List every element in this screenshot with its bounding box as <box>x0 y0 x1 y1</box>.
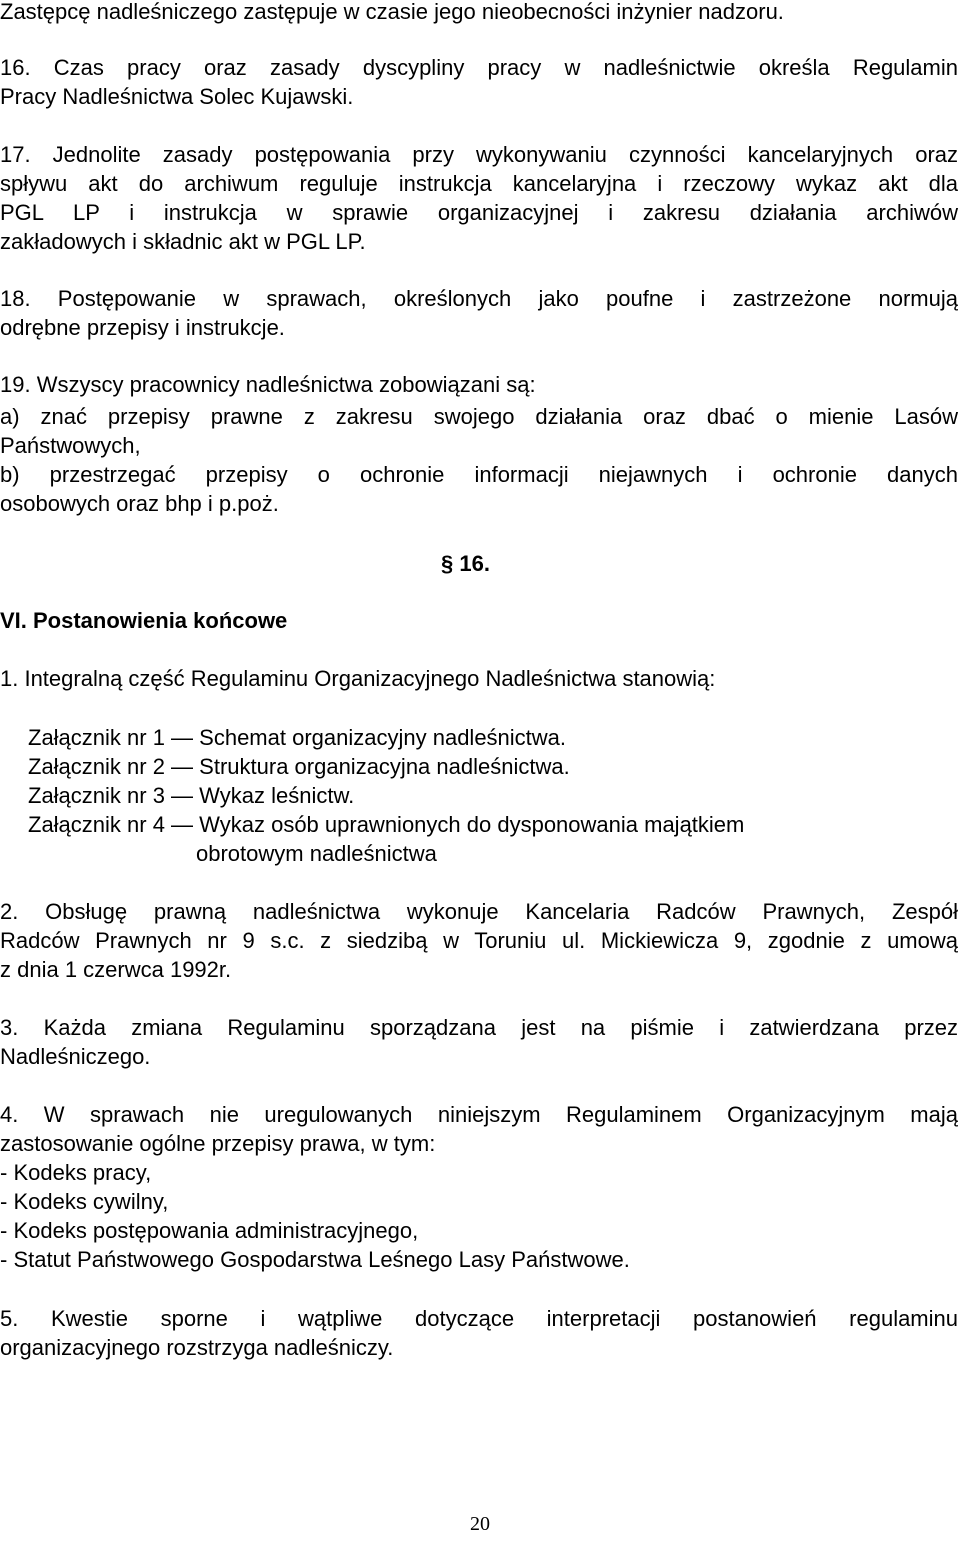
page-number: 20 <box>470 1513 490 1535</box>
paragraph-17-line: zakładowych i składnic akt w PGL LP. <box>0 229 366 254</box>
list-item: - Statut Państwowego Gospodarstwa Leśnego Lasy Państwowe. <box>0 1247 630 1272</box>
attachment-line: Załącznik nr 2 — Struktura organizacyjna nadleśnictwa. <box>28 754 570 779</box>
closing-1-line: 1. Integralną część Regulaminu Organizacyjnego Nadleśnictwa stanowią: <box>0 666 716 691</box>
list-item: - Kodeks pracy, <box>0 1160 152 1185</box>
list-item: - Kodeks postępowania administracyjnego, <box>0 1218 419 1243</box>
paragraph-16-line: 16. Czas pracy oraz zasady dyscypliny pracy w nadleśnictwie określa Regulamin <box>0 55 958 80</box>
closing-5-line: organizacyjnego rozstrzyga nadleśniczy. <box>0 1335 394 1360</box>
closing-4-line: 4. W sprawach nie uregulowanych niniejszym Regulaminem Organizacyjnym mają <box>0 1102 958 1127</box>
attachment-line: Załącznik nr 3 — Wykaz leśnictw. <box>28 783 355 808</box>
closing-4-line: zastosowanie ogólne przepisy prawa, w tym: <box>0 1131 436 1156</box>
paragraph-19-line: 19. Wszyscy pracownicy nadleśnictwa zobowiązani są: <box>0 372 536 397</box>
attachment-line: Załącznik nr 4 — Wykaz osób uprawnionych do dysponowania majątkiem <box>28 812 745 837</box>
closing-3-line: 3. Każda zmiana Regulaminu sporządzana jest na piśmie i zatwierdzana przez <box>0 1015 958 1040</box>
paragraph-19-line: osobowych oraz bhp i p.poż. <box>0 491 279 516</box>
section-heading: VI. Postanowienia końcowe <box>0 608 288 633</box>
closing-3-line: Nadleśniczego. <box>0 1044 151 1069</box>
paragraph-16-line: Pracy Nadleśnictwa Solec Kujawski. <box>0 84 354 109</box>
attachment-line: Załącznik nr 1 — Schemat organizacyjny nadleśnictwa. <box>28 725 567 750</box>
section-number: § 16. <box>441 551 490 576</box>
paragraph-18-line: odrębne przepisy i instrukcje. <box>0 315 285 340</box>
closing-5-line: 5. Kwestie sporne i wątpliwe dotyczące interpretacji postanowień regulaminu <box>0 1306 958 1331</box>
paragraph-17-line: PGL LP i instrukcja w sprawie organizacyjnej i zakresu działania archiwów <box>0 200 958 225</box>
paragraph-18-line: 18. Postępowanie w sprawach, określonych jako poufne i zastrzeżone normują <box>0 286 958 311</box>
closing-2-line: 2. Obsługę prawną nadleśnictwa wykonuje Kancelaria Radców Prawnych, Zespół <box>0 899 958 924</box>
paragraph-19-line: b) przestrzegać przepisy o ochronie informacji niejawnych i ochronie danych <box>0 462 958 487</box>
list-item: - Kodeks cywilny, <box>0 1189 169 1214</box>
text-line: Zastępcę nadleśniczego zastępuje w czasie jego nieobecności inżynier nadzoru. <box>0 0 784 24</box>
closing-2-line: z dnia 1 czerwca 1992r. <box>0 957 232 982</box>
paragraph-19-line: Państwowych, <box>0 433 141 458</box>
paragraph-17-line: spływu akt do archiwum reguluje instrukcja kancelaryjna i rzeczowy wykaz akt dla <box>0 171 958 196</box>
paragraph-17-line: 17. Jednolite zasady postępowania przy wykonywaniu czynności kancelaryjnych oraz <box>0 142 958 167</box>
attachment-line: obrotowym nadleśnictwa <box>196 841 437 866</box>
closing-2-line: Radców Prawnych nr 9 s.c. z siedzibą w Toruniu ul. Mickiewicza 9, zgodnie z umową <box>0 928 958 953</box>
paragraph-19-line: a) znać przepisy prawne z zakresu swojego działania oraz dbać o mienie Lasów <box>0 404 958 429</box>
